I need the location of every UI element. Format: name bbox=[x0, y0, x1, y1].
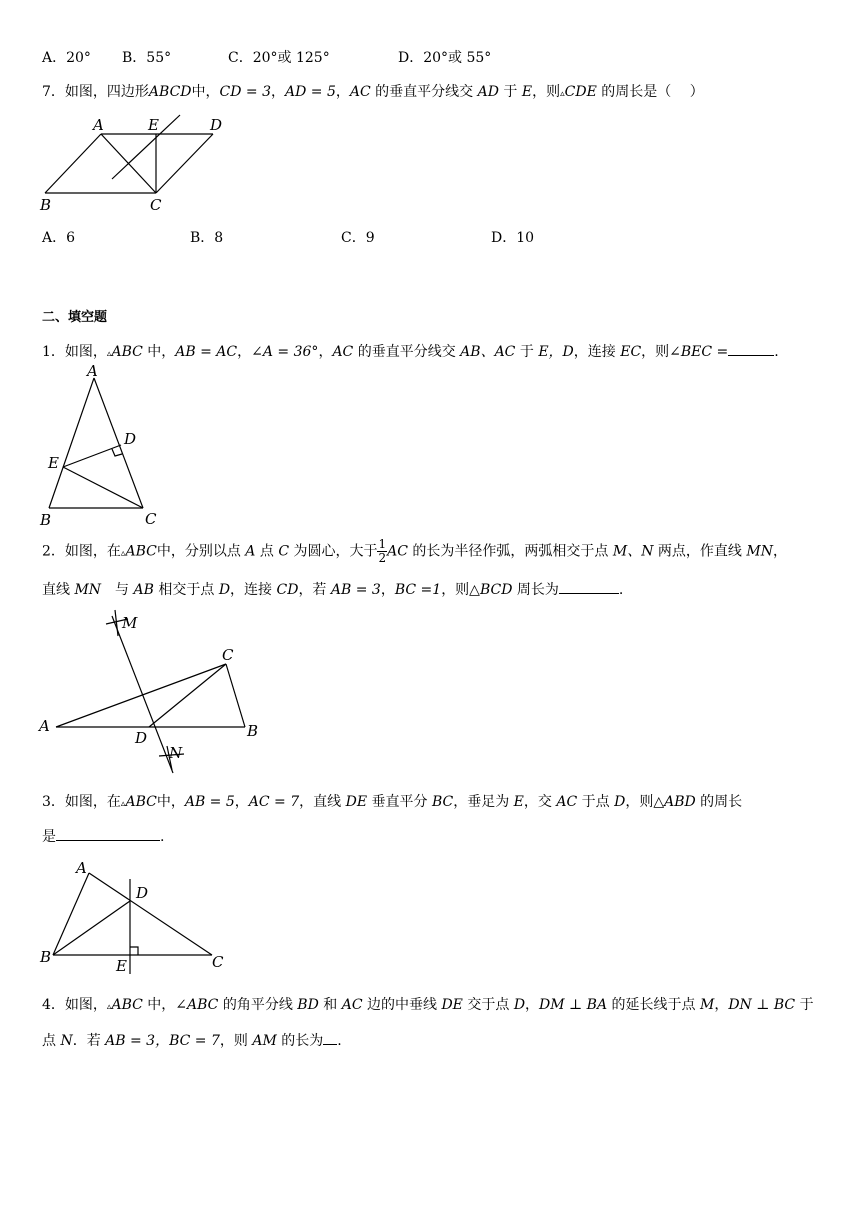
section-title: 二、填空题 bbox=[42, 310, 108, 325]
f4-answer-blank bbox=[323, 1030, 337, 1045]
f1-label-c: C bbox=[145, 510, 157, 528]
f1-label-a: A bbox=[87, 362, 98, 380]
f1-answer-blank bbox=[728, 341, 774, 356]
q7-label-a: A bbox=[93, 116, 104, 134]
f3-label-b: B bbox=[40, 948, 52, 966]
f3-label-e: E bbox=[116, 957, 127, 975]
f2-label-a: A bbox=[39, 717, 50, 735]
q7-label-c: C bbox=[150, 196, 162, 214]
f3-figure bbox=[36, 856, 236, 980]
f2-label-d: D bbox=[135, 729, 148, 747]
f3-answer-blank bbox=[56, 826, 160, 841]
f1-label-e: E bbox=[48, 454, 59, 472]
f1-label-d: D bbox=[124, 430, 137, 448]
q7-option-b: B．8 bbox=[190, 230, 224, 246]
f2-question-line2: 直线 MN 与 AB 相交于点 D，连接 CD，若 AB = 3，BC =1，则△BCD 周长为 . bbox=[42, 579, 623, 600]
f2-answer-blank bbox=[559, 579, 619, 594]
q7-label-b: B bbox=[40, 196, 52, 214]
f1-label-b: B bbox=[40, 511, 52, 529]
q7-option-d: D．10 bbox=[491, 230, 535, 246]
q7-label-d: D bbox=[210, 116, 223, 134]
f3-question-line2: 是 . bbox=[42, 826, 164, 847]
f3-label-c: C bbox=[212, 953, 224, 971]
f3-question-line1: 3．如图，在▵ABC中，AB = 5，AC = 7，直线 DE 垂直平分 BC，垂足为 E，交 AC 于点 D，则△ABD 的周长 bbox=[42, 794, 743, 810]
f2-label-c: C bbox=[222, 646, 234, 664]
q6-option-b: B．55° bbox=[122, 50, 172, 66]
q7-figure bbox=[30, 112, 250, 217]
f3-label-a: A bbox=[76, 859, 87, 877]
f2-question-line1: 2．如图，在▵ABC中，分别以点 A 点 C 为圆心，大于 $\frac{1}{2}$ AC 的长为半径作弧，两弧相交于点 M、N 两点，作直线 MN， bbox=[42, 537, 787, 565]
q6-option-c: C．20°或 125° bbox=[228, 50, 330, 66]
q7-option-a: A．6 bbox=[42, 230, 76, 246]
q7-question: 7．如图，四边形ABCD中，CD = 3，AD = 5，AC 的垂直平分线交 AD 于 E，则▵CDE 的周长是（ ） bbox=[42, 84, 704, 100]
f4-question-line2: 点 N．若 AB = 3，BC = 7，则 AM 的长为 . bbox=[42, 1030, 342, 1051]
f3-label-d: D bbox=[136, 884, 149, 902]
f2-figure bbox=[36, 606, 266, 786]
f2-label-b: B bbox=[247, 722, 259, 740]
f1-figure bbox=[32, 362, 162, 527]
f2-label-m: M bbox=[122, 614, 138, 632]
q7-label-e: E bbox=[148, 116, 159, 134]
f2-label-n: N bbox=[169, 744, 183, 762]
f1-question: 1．如图，▵ABC 中，AB = AC，∠A = 36°，AC 的垂直平分线交 AB、AC 于 E，D，连接 EC，则∠BEC = . bbox=[42, 341, 779, 364]
q6-option-a: A．20° bbox=[42, 50, 91, 66]
fraction-one-half: $\frac{1}{2}$ bbox=[378, 537, 387, 565]
q6-option-d: D．20°或 55° bbox=[398, 50, 492, 66]
f4-question-line1: 4．如图，▵ABC 中，∠ABC 的角平分线 BD 和 AC 边的中垂线 DE 交于点 D，DM ⊥ BA 的延长线于点 M，DN ⊥ BC 于 bbox=[42, 997, 814, 1013]
q7-option-c: C．9 bbox=[341, 230, 375, 246]
